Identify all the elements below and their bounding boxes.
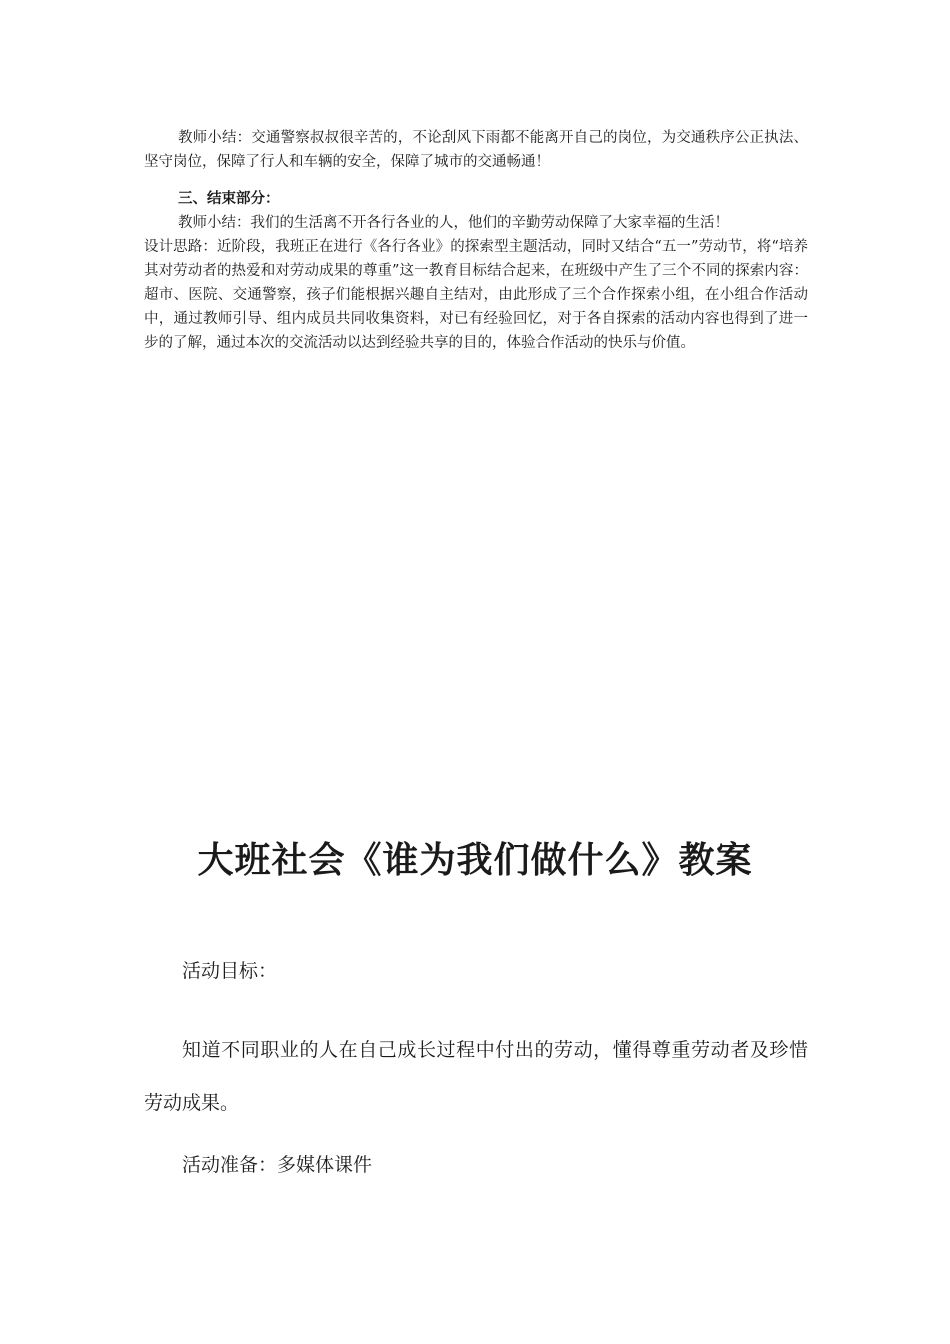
page-title: 大班社会《谁为我们做什么》教案 [197,840,753,881]
activity-goal-block [144,1024,808,1130]
activity-prep-text: 活动准备：多媒体课件 [182,1154,373,1176]
activity-goal-label: 活动目标： [182,960,278,982]
closing-section [144,187,808,355]
activity-goal-label-block [144,956,808,983]
section-heading: 三、结束部分： [178,190,280,207]
activity-goal-text: 知道不同职业的人在自己成长过程中付出的劳动，懂得尊重劳动者及珍惜劳动成果。 [144,1039,808,1114]
teacher-summary-paragraph: 教师小结：交通警察叔叔很辛苦的，不论刮风下雨都不能离开自己的岗位，为交通秩序公正执法、坚守岗位，保障了行人和车辆的安全，保障了城市的交通畅通！ [144,130,808,170]
activity-prep-block [144,1150,808,1177]
upper-section [144,126,808,174]
teacher-summary-paragraph-2: 教师小结：我们的生活离不开各行各业的人，他们的辛勤劳动保障了大家幸福的生活！ [178,215,729,231]
design-ideas-paragraph: 设计思路：近阶段，我班正在进行《各行各业》的探索型主题活动，同时又结合“五一”劳动节，将“培养其对劳动者的热爱和对劳动成果的尊重”这一教育目标结合起来，在班级中产生了三个不同的探索内容：超市、医院、交通警察，孩子们能根据兴趣自主结对，由此形成了三个合作探索小组，在小组合作活动中，通过教师引导、组内成员共同收集资料，对已有经验回忆，对于各自探索的活动内容也得到了进一步的了解，通过本次的交流活动以达到经验共享的目的，体验合作活动的快乐与价值。 [144,239,808,351]
